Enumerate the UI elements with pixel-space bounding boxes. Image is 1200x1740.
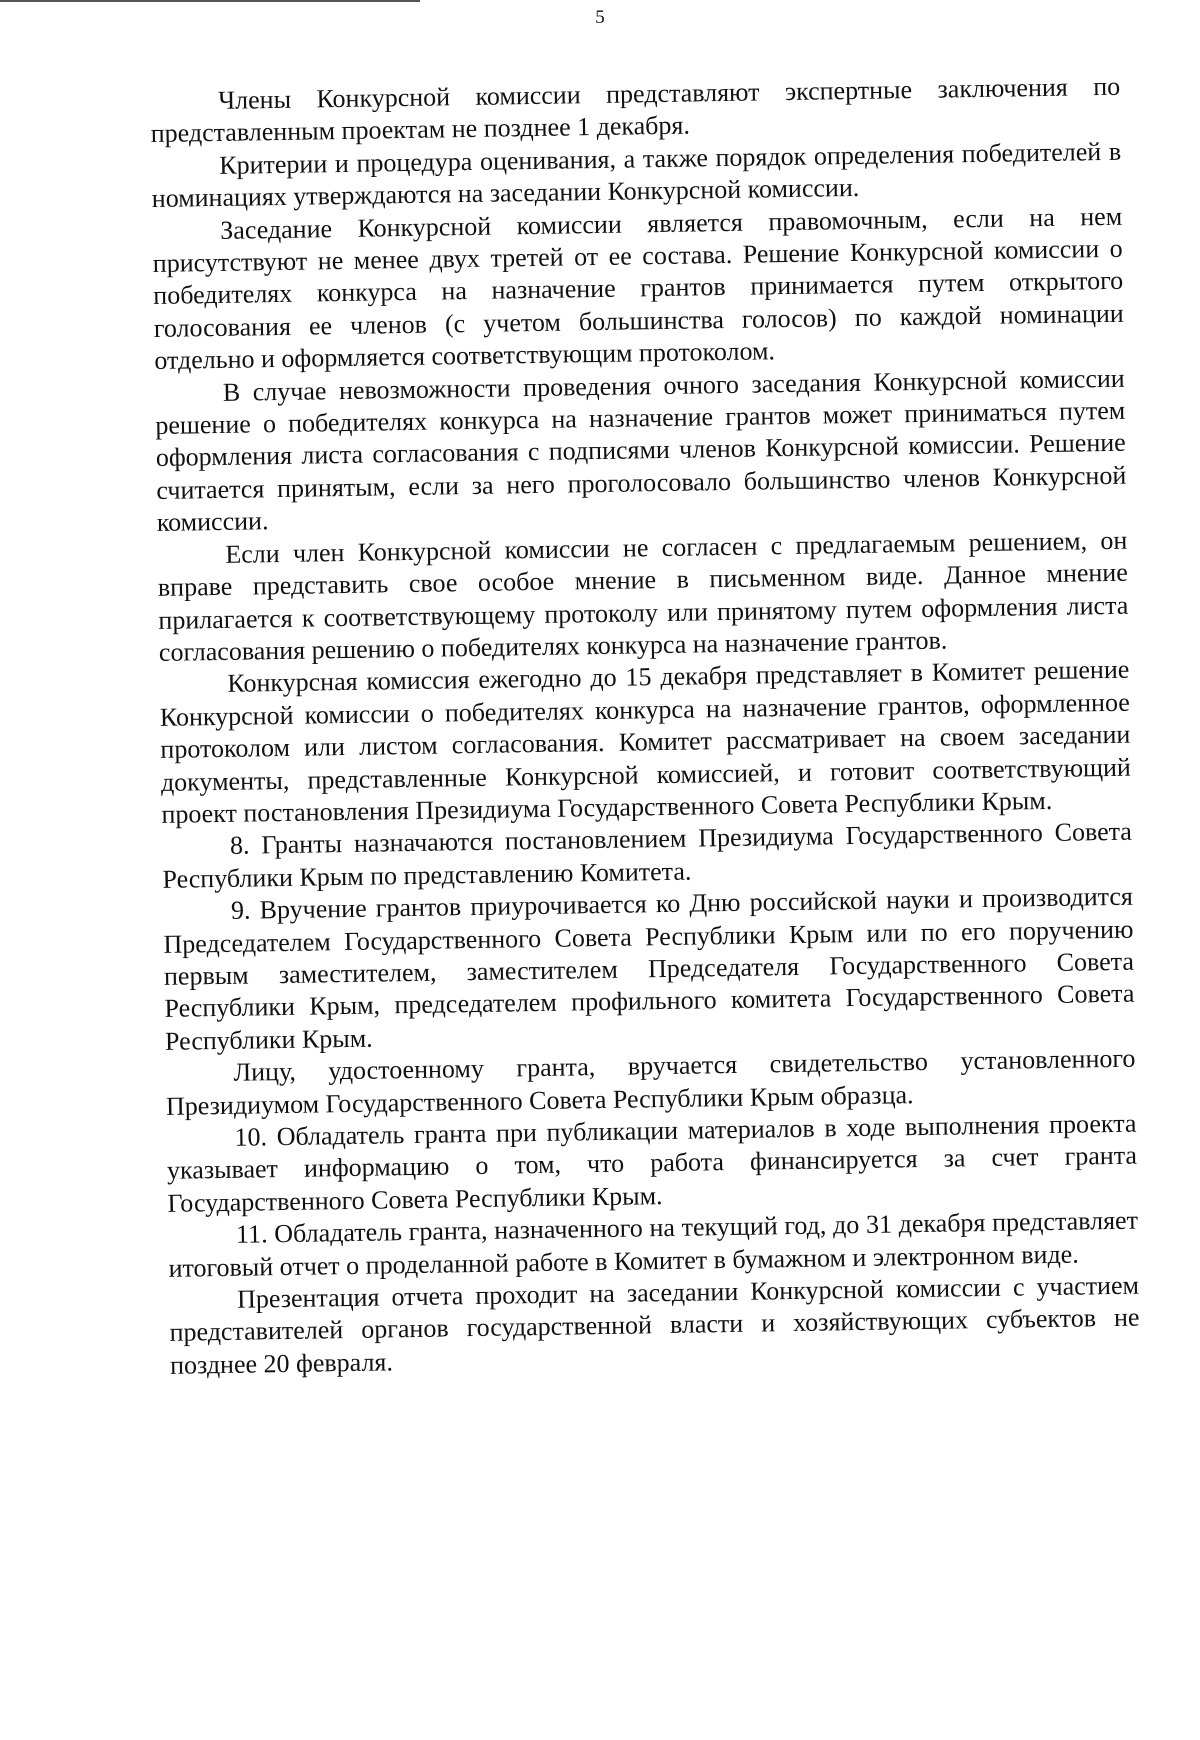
paragraph-evaluation-criteria: Критерии и процедура оценивания, а также порядок определения победителей в номинациях утверждаются на заседании Конкурсной комиссии.	[151, 136, 1122, 214]
paragraph-item-9: 9. Вручение грантов приурочивается ко Дню российской науки и производится Председателем Государственного Совета Республики Крым или по его поручению первым заместителем, заместителем Председателя Государственного Совета Республики Крым, председателем профильного комитета Государственного Совета Республики Крым.	[163, 881, 1135, 1056]
paragraph-meeting-quorum: Заседание Конкурсной комиссии является правомочным, если на нем присутствуют не менее двух третей от ее состава. Решение Конкурсной комиссии о победителях конкурса на назначение грантов принимается путем открытого голосования ее членов (с учетом большинства голосов) по каждой номинации отдельно и оформляется соответствующим протоколом.	[152, 201, 1124, 376]
paragraph-item-10: 10. Обладатель гранта при публикации материалов в ходе выполнения проекта указывает информацию о том, что работа финансируется за счет гранта Государственного Совета Республики Крым.	[166, 1108, 1138, 1218]
paragraph-report-presentation: Презентация отчета проходит на заседании Конкурсной комиссии с участием представителей органов государственной власти и хозяйствующих субъектов не позднее 20 февраля.	[169, 1270, 1140, 1380]
paragraph-expert-conclusions: Члены Конкурсной комиссии представляют экспертные заключения по представленным проектам не позднее 1 декабря.	[150, 71, 1121, 149]
top-rule	[0, 0, 420, 2]
paragraph-item-11: 11. Обладатель гранта, назначенного на текущий год, до 31 декабря представляет итоговый отчет о проделанной работе в Комитет в бумажном и электронном виде.	[168, 1205, 1139, 1283]
paragraph-certificate: Лицу, удостоенному гранта, вручается свидетельство установленного Президиумом Государственного Совета Республики Крым образца.	[165, 1043, 1136, 1121]
paragraph-item-8: 8. Гранты назначаются постановлением Президиума Государственного Совета Республики Крым по представлению Комитета.	[162, 817, 1133, 894]
document-body	[150, 71, 1140, 1382]
paragraph-remote-decision: В случае невозможности проведения очного заседания Конкурсной комиссии решение о победителях конкурса на назначение грантов может приниматься путем оформления листа согласования с подписями членов Конкурсной комиссии. Решение считается принятым, если за него проголосовало большинство членов Конкурсной комиссии.	[155, 363, 1127, 538]
paragraph-dissenting-opinion: Если член Конкурсной комиссии не согласен с предлагаемым решением, он вправе представить свое особое мнение в письменном виде. Данное мнение прилагается к соответствующему протоколу или принятому путем оформления листа согласования решению о победителях конкурса на назначение грантов.	[157, 525, 1129, 667]
page-number: 5	[595, 7, 605, 28]
paragraph-committee-submission: Конкурсная комиссия ежегодно до 15 декабря представляет в Комитет решение Конкурсной комиссии о победителях конкурса на назначение грантов, оформленное протоколом или листом согласования. Комитет рассматривает на своем заседании документы, представленные Конкурсной комиссией, и готовит соответствующий проект постановления Президиума Государственного Совета Республики Крым.	[159, 655, 1132, 829]
